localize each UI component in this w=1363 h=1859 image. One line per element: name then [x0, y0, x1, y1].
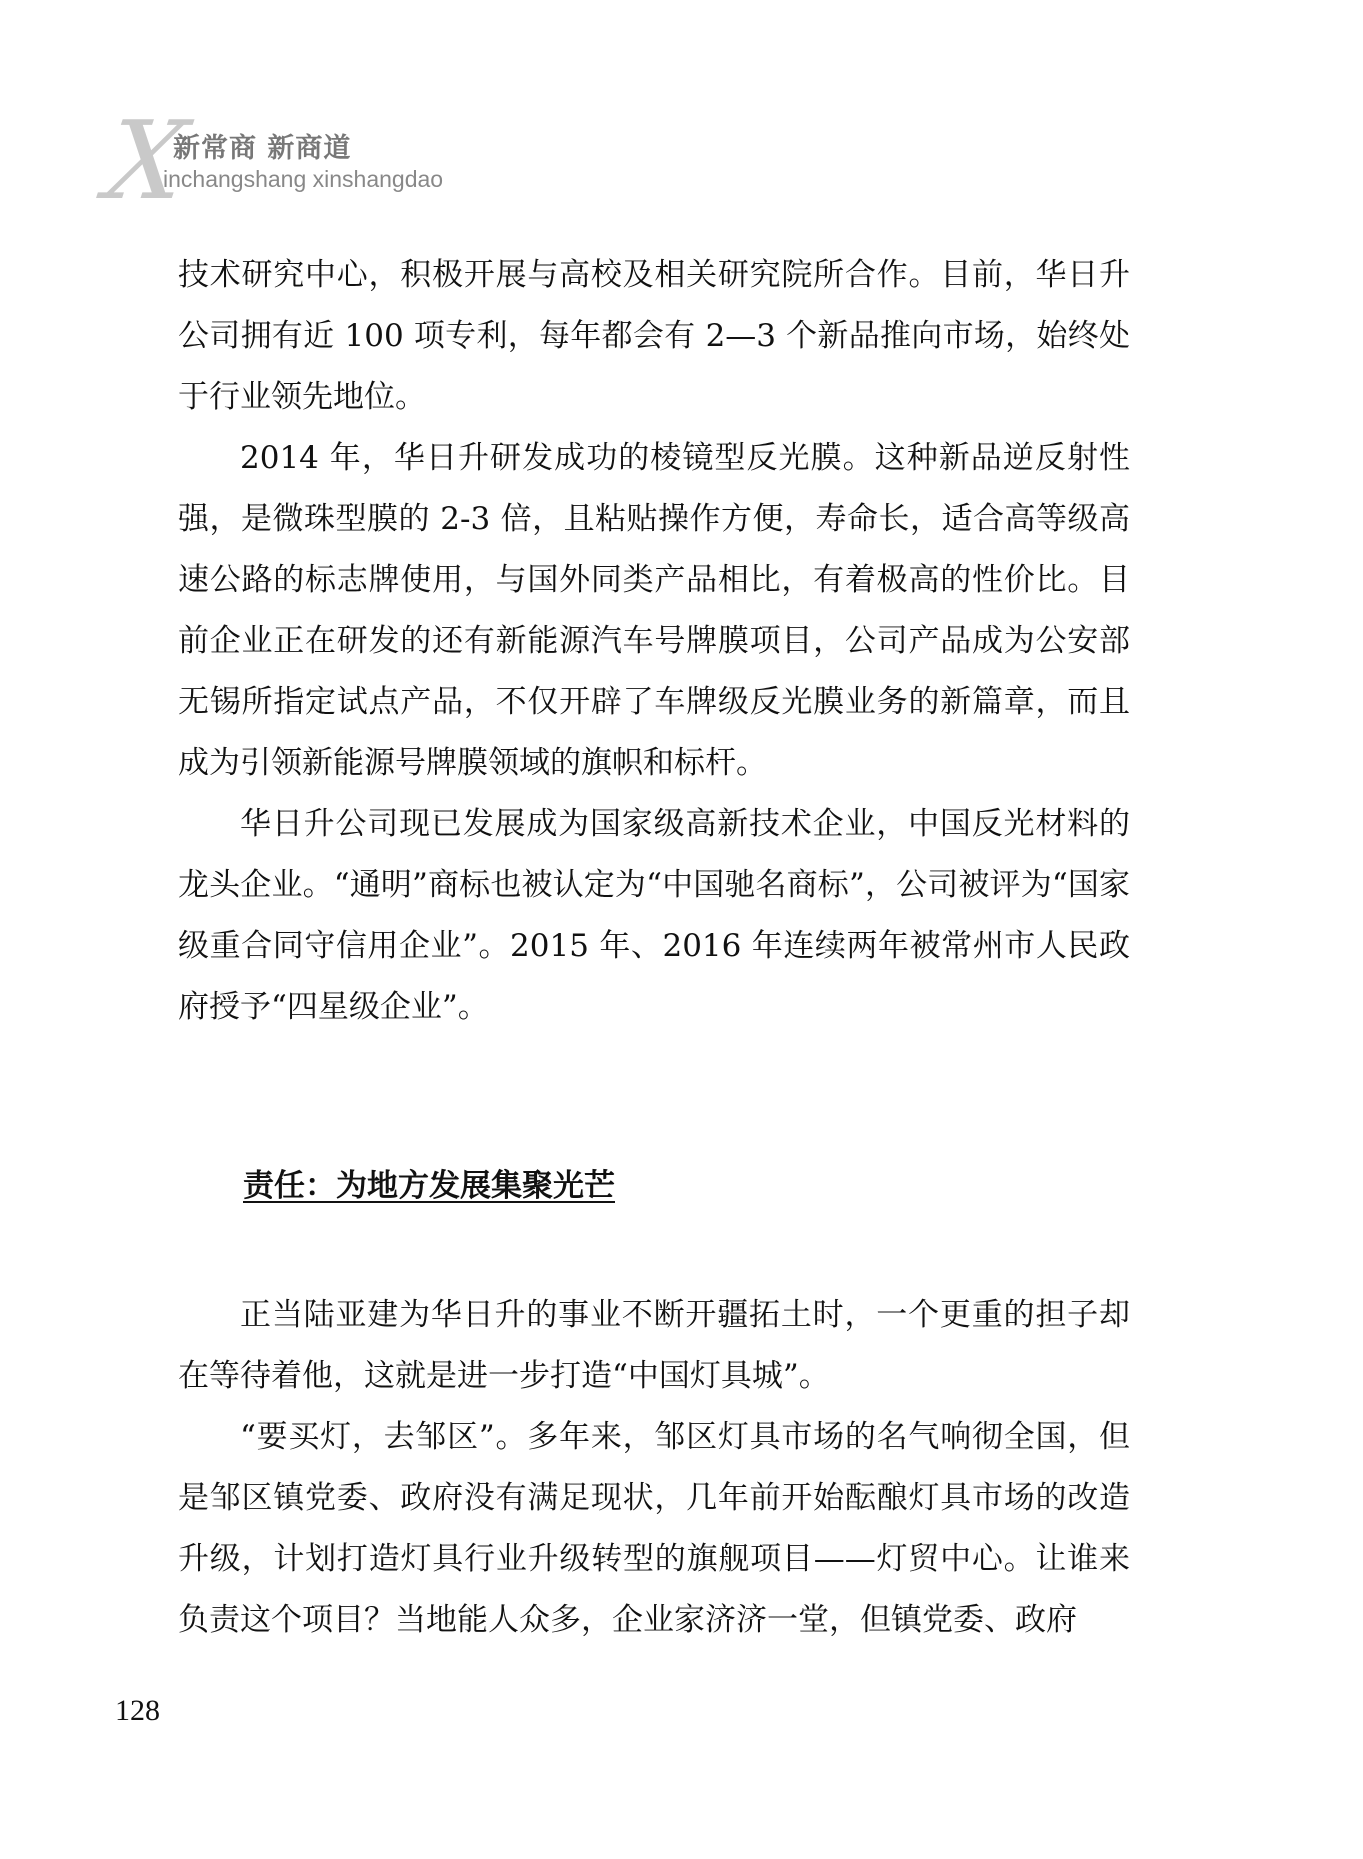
body-text-bottom	[178, 1285, 1130, 1651]
paragraph: 正当陆亚建为华日升的事业不断开疆拓土时，一个更重的担子却在等待着他，这就是进一步打造“中国灯具城”。	[178, 1297, 1130, 1394]
logo-letter: X	[99, 99, 194, 224]
body-text-top	[178, 245, 1130, 1038]
paragraph: 华日升公司现已发展成为国家级高新技术企业，中国反光材料的龙头企业。“通明”商标也被认定为“中国驰名商标”，公司被评为“国家级重合同守信用企业”。2015 年、2016 年连续两年被常州市人民政府授予“四星级企业”。	[178, 806, 1130, 1025]
section-heading: 责任：为地方发展集聚光芒	[243, 1168, 615, 1204]
paragraph: 技术研究中心，积极开展与高校及相关研究院所合作。目前，华日升公司拥有近 100 项专利，每年都会有 2—3 个新品推向市场，始终处于行业领先地位。	[178, 257, 1130, 415]
page-number: 128	[115, 1694, 160, 1727]
running-header	[99, 99, 468, 224]
header-subtitle: inchangshang xinshangdao	[163, 166, 444, 192]
paragraph: 2014 年，华日升研发成功的棱镜型反光膜。这种新品逆反射性强，是微珠型膜的 2-3 倍，且粘贴操作方便，寿命长，适合高等级高速公路的标志牌使用，与国外同类产品相比，有着极高的性价比。目前企业正在研发的还有新能源汽车号牌膜项目，公司产品成为公安部无锡所指定试点产品，不仅开辟了车牌级反光膜业务的新篇章，而且成为引领新能源号牌膜领域的旗帜和标杆。	[178, 440, 1130, 781]
header-title: 新常商 新商道	[173, 133, 352, 164]
paragraph: “要买灯，去邹区”。多年来，邹区灯具市场的名气响彻全国，但是邹区镇党委、政府没有满足现状，几年前开始酝酿灯具市场的改造升级，计划打造灯具行业升级转型的旗舰项目——灯贸中心。让谁来负责这个项目？当地能人众多，企业家济济一堂，但镇党委、政府	[178, 1419, 1130, 1638]
